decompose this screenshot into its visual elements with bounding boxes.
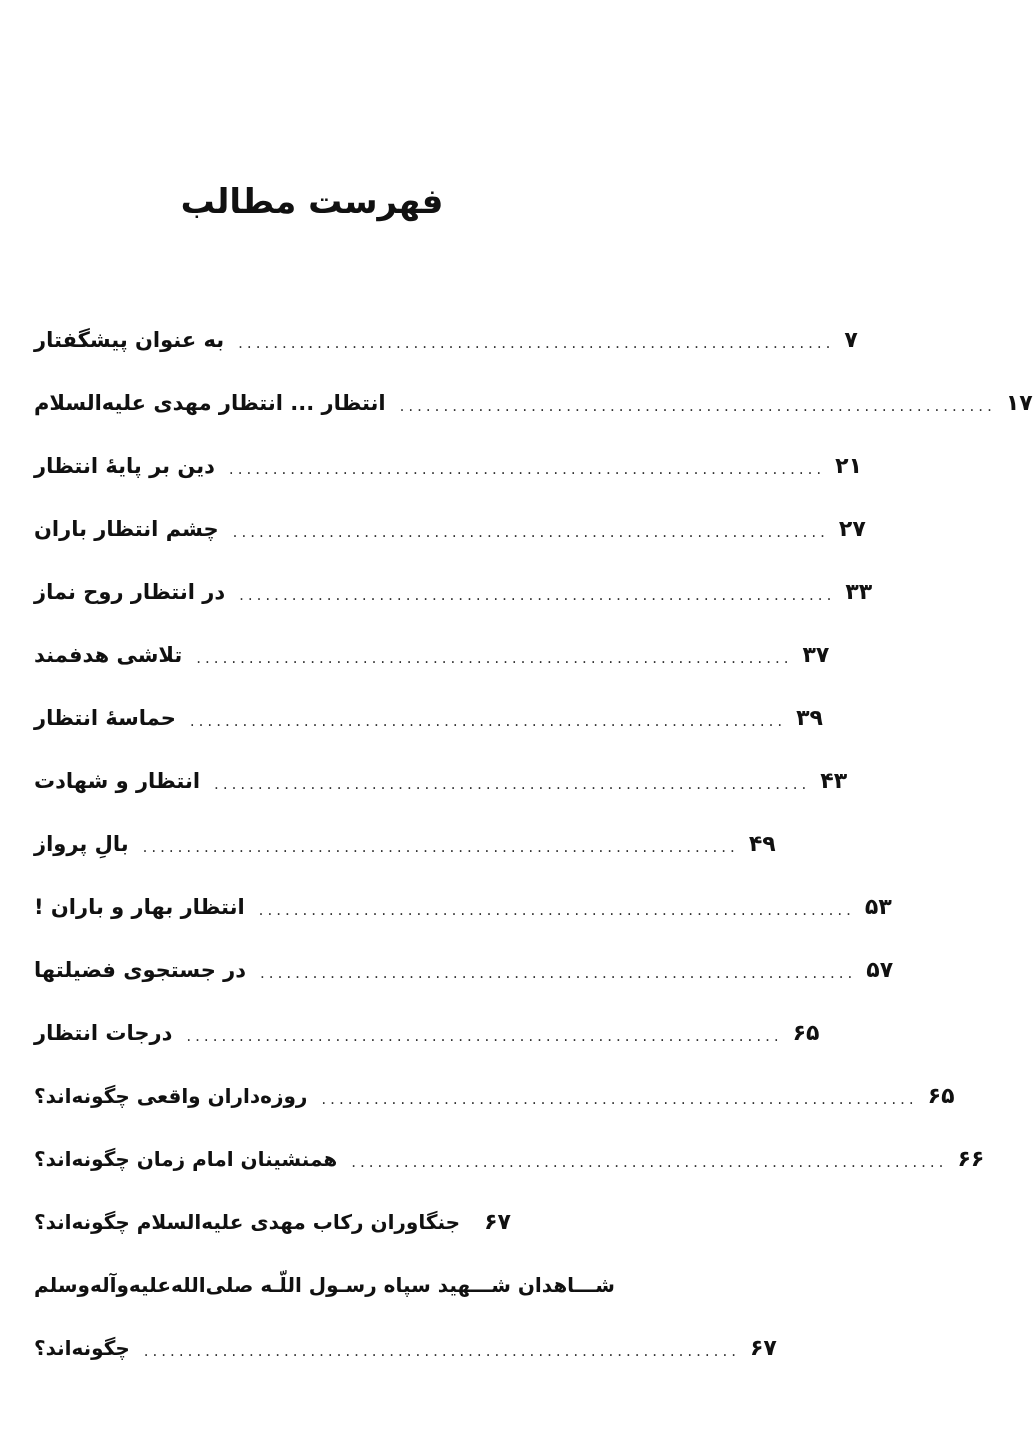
page-title: فهرست مطالب — [180, 182, 444, 222]
dot-leader: .................................................................... — [196, 649, 793, 667]
toc-entry[interactable] — [34, 318, 858, 362]
toc-entry[interactable] — [34, 1011, 820, 1055]
toc-entry-label: شـــاهدان شـــهید سپاه رسـول اللّـه صلی‌الله‌علیه‌وآله‌وسلم — [34, 1273, 615, 1297]
toc-entry-label: چشم انتظار باران — [34, 517, 219, 541]
toc-entry-page: ۳۷ — [802, 642, 830, 668]
toc-entry-page: ۳۳ — [845, 579, 873, 605]
toc-entry[interactable] — [34, 570, 873, 614]
dot-leader: .................................................................... — [142, 838, 739, 856]
dot-leader: .................................................................... — [260, 964, 857, 982]
dot-leader: .................................................................... — [351, 1153, 948, 1171]
toc-entry-page: ۴۳ — [820, 768, 848, 794]
toc-entry[interactable] — [34, 696, 823, 740]
toc-entry-page: ۳۹ — [796, 705, 823, 731]
toc-entry-page: ۲۱ — [835, 453, 863, 479]
toc-entry[interactable] — [34, 759, 848, 803]
toc-subentry[interactable] — [34, 1200, 511, 1244]
toc-entry-page: ۶۷ — [484, 1209, 511, 1235]
dot-leader: .................................................................... — [189, 712, 787, 730]
toc-entry[interactable] — [34, 948, 894, 992]
toc-entry-page: ۵۷ — [866, 957, 894, 983]
toc-entry-page: ۴۹ — [748, 831, 776, 857]
toc-entry-page: ۱۷ — [1005, 390, 1033, 416]
toc-entry[interactable] — [34, 507, 866, 551]
toc-entry[interactable] — [34, 822, 776, 866]
dot-leader: .................................................................... — [239, 586, 836, 604]
dot-leader: .................................................................... — [143, 1342, 740, 1360]
dot-leader: .................................................................... — [399, 397, 996, 415]
toc-entry-page: ۶۵ — [792, 1020, 820, 1046]
toc-entry-page: ۶۵ — [927, 1083, 955, 1109]
toc-entry-label: انتظار ... انتظار مهدی علیه‌السلام — [34, 391, 386, 415]
toc-entry-page: ۶۷ — [749, 1335, 777, 1361]
toc-entry[interactable] — [34, 381, 1033, 425]
dot-leader: .................................................................... — [228, 460, 826, 478]
toc-subentry[interactable] — [34, 1074, 955, 1118]
toc-entry-label: جنگاوران رکاب مهدی علیه‌السلام چگونه‌اند؟ — [34, 1210, 461, 1234]
toc-entry-page: ۲۷ — [838, 516, 866, 542]
toc-entry-page: ۷ — [844, 327, 858, 353]
toc-subentry[interactable] — [34, 1263, 615, 1307]
toc-entry-page: ۶۶ — [957, 1146, 985, 1172]
dot-leader: .................................................................... — [321, 1090, 918, 1108]
toc-entry-page: ۵۳ — [864, 894, 892, 920]
dot-leader: .................................................................... — [214, 775, 811, 793]
toc-entry-label: حماسهٔ انتظار — [34, 706, 176, 730]
toc-subentry[interactable] — [34, 1137, 985, 1181]
toc-entry-label: درجات انتظار — [34, 1021, 173, 1045]
toc-entry-label: تلاشی هدفمند — [34, 643, 183, 667]
toc-entry[interactable] — [34, 633, 830, 677]
toc-entry-label: دین بر پایهٔ انتظار — [34, 454, 215, 478]
dot-leader: .................................................................... — [238, 334, 835, 352]
dot-leader: .................................................................... — [186, 1027, 783, 1045]
dot-leader: .................................................................... — [258, 901, 855, 919]
toc-entry-label: انتظار و شهادت — [34, 769, 201, 793]
toc-entry-label: در جستجوی فضیلتها — [34, 958, 247, 982]
toc-entry-label: همنشینان امام زمان چگونه‌اند؟ — [34, 1147, 338, 1171]
toc-entry-label: انتظار بهار و باران ! — [34, 895, 245, 919]
toc-entry-label: روزه‌داران واقعی چگونه‌اند؟ — [34, 1084, 308, 1108]
toc-entry-label: در انتظار روح نماز — [34, 580, 226, 604]
toc-entry-label: چگونه‌اند؟ — [34, 1336, 130, 1360]
dot-leader: .................................................................... — [232, 523, 829, 541]
toc-entry[interactable] — [34, 885, 892, 929]
toc-entry-label: بالِ پرواز — [34, 832, 129, 856]
toc-entry-label: به عنوان پیشگفتار — [34, 328, 225, 352]
toc-entry[interactable] — [34, 444, 863, 488]
toc-subentry[interactable] — [34, 1326, 777, 1370]
